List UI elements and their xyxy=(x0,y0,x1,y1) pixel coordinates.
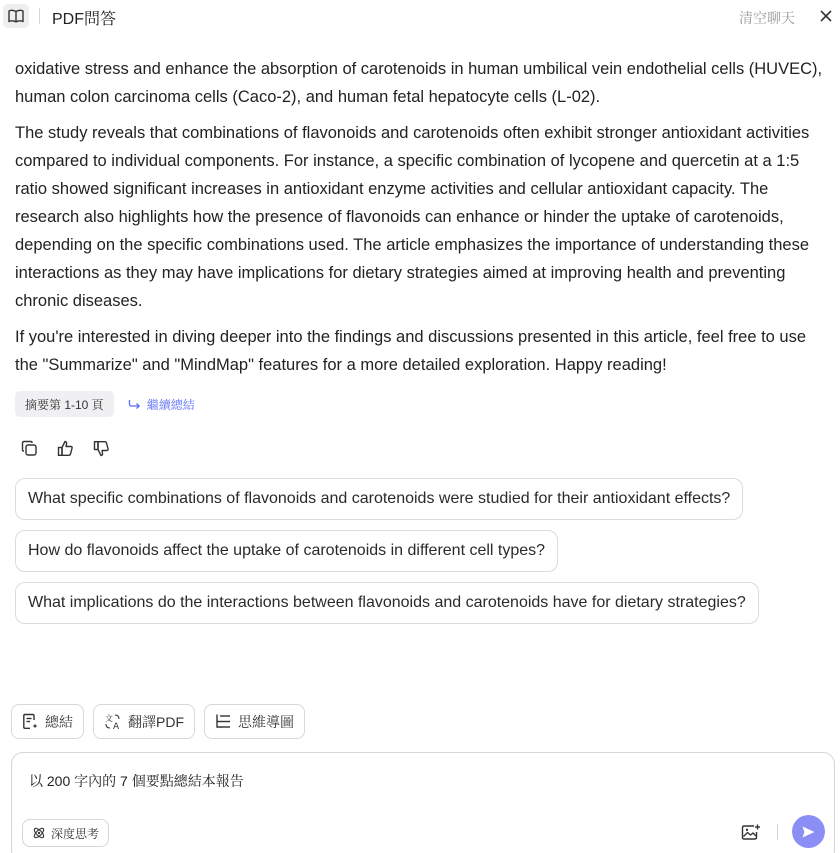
image-upload-button[interactable] xyxy=(739,820,763,844)
svg-text:A: A xyxy=(113,722,120,730)
thumbs-down-button[interactable] xyxy=(92,439,110,457)
chat-input[interactable]: 以 200 字內的 7 個要點總結本報告 xyxy=(29,773,244,789)
answer-paragraph: If you're interested in diving deeper into the findings and discussions presented in this article, feel free to use the "Summarize" and "MindMap" features for a more detailed exploration. Happy reading! xyxy=(15,328,807,374)
composer-divider xyxy=(777,824,778,840)
answer-paragraph: The study reveals that combinations of flavonoids and carotenoids often exhibit stronger antioxidant activities compared to individual components. For instance, a specific combination of lycopene and quercetin at a 1:5 ratio showed significant increases in antioxidant enzyme activities and cellular antioxidant capacity. The research also highlights how the presence of flavonoids can enhance or hinder the uptake of carotenoids, depending on the specific combinations used. The article emphasizes the importance of understanding these interactions as they may have implications for dietary strategies aimed at improving health and preventing chronic diseases. xyxy=(15,124,810,310)
translate-pdf-label: 翻譯PDF xyxy=(128,713,184,730)
book-button[interactable] xyxy=(3,4,29,28)
close-button[interactable] xyxy=(816,6,836,26)
image-add-icon xyxy=(741,823,761,841)
copy-button[interactable] xyxy=(20,439,38,457)
mindmap-label: 思維導圖 xyxy=(238,713,294,730)
page-range-chip[interactable]: 摘要第 1-10 頁 xyxy=(15,391,114,417)
translate-pdf-button[interactable] xyxy=(93,704,195,739)
suggested-question[interactable]: How do flavonoids affect the uptake of carotenoids in different cell types? xyxy=(15,530,558,572)
mindmap-button[interactable] xyxy=(204,704,305,739)
chat-composer[interactable] xyxy=(11,752,835,853)
header-bar xyxy=(0,0,840,32)
copy-icon xyxy=(21,440,38,457)
thumbs-down-icon xyxy=(93,440,110,457)
send-button[interactable] xyxy=(792,815,825,848)
summary-meta-row xyxy=(15,391,195,417)
deep-think-label: 深度思考 xyxy=(51,826,100,841)
header-divider xyxy=(39,8,40,24)
suggested-question[interactable]: What implications do the interactions between flavonoids and carotenoids have for dietary strategies? xyxy=(15,582,759,624)
summarize-label: 總結 xyxy=(45,713,73,730)
clear-chat-button[interactable]: 清空聊天 xyxy=(739,10,795,26)
page-title: PDF問答 xyxy=(52,11,117,28)
close-icon xyxy=(819,9,833,23)
message-actions xyxy=(20,439,110,457)
answer-paragraph: oxidative stress and enhance the absorption of carotenoids in human umbilical vein endothelial cells (HUVEC), human colon carcinoma cells (Caco-2), and human fetal hepatocyte cells (L-02). xyxy=(15,60,823,106)
send-icon xyxy=(801,825,816,839)
assistant-answer xyxy=(15,55,830,387)
tool-bar xyxy=(11,704,305,739)
atom-icon xyxy=(32,826,46,840)
suggested-question[interactable]: What specific combinations of flavonoids and carotenoids were studied for their antioxidant effects? xyxy=(15,478,743,520)
thumbs-up-icon xyxy=(57,440,74,457)
summarize-button[interactable] xyxy=(11,704,84,739)
thumbs-up-button[interactable] xyxy=(56,439,74,457)
mindmap-icon xyxy=(215,713,232,730)
continue-summary-link[interactable] xyxy=(128,396,195,413)
summary-doc-icon xyxy=(22,713,39,730)
translate-icon xyxy=(104,713,122,730)
book-open-icon xyxy=(8,9,24,23)
deep-think-toggle[interactable] xyxy=(22,819,109,847)
svg-text:文: 文 xyxy=(105,714,113,723)
redirect-arrow-icon xyxy=(128,399,141,410)
continue-summary-label: 繼續總結 xyxy=(146,397,195,412)
